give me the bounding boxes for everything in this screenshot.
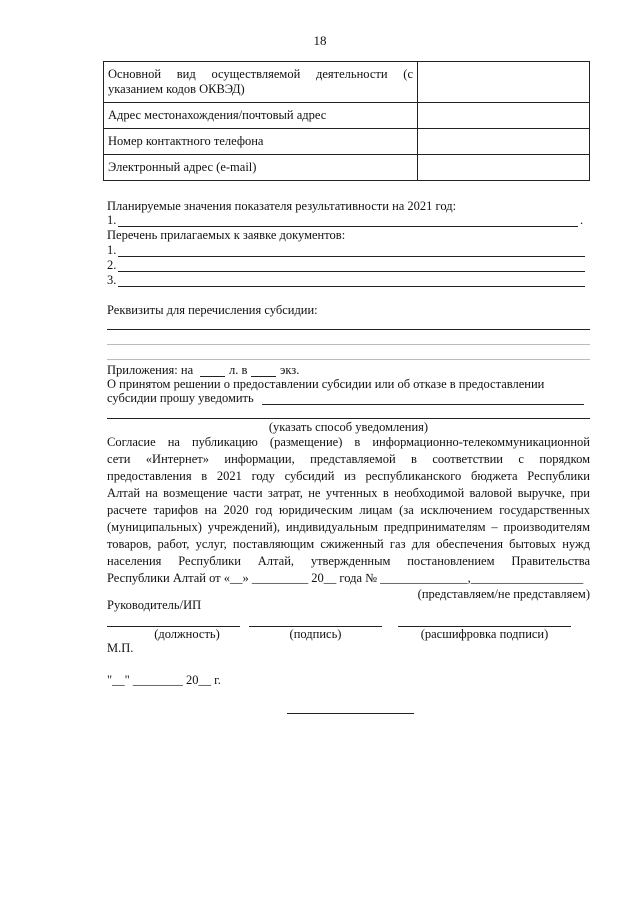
requisites-line[interactable] — [107, 344, 590, 345]
activity-value-cell[interactable] — [418, 62, 590, 103]
consent-last-line: Республики Алтай от «__» _________ 20__ года № ______________,__________________ — [107, 571, 584, 585]
email-label: Электронный адрес (e-mail) — [104, 155, 418, 181]
table-row — [104, 129, 590, 155]
table-row — [104, 103, 590, 129]
notify-line-2: субсидии прошу уведомить — [107, 391, 254, 405]
email-value-cell[interactable] — [418, 155, 590, 181]
doc-item-line[interactable] — [118, 286, 585, 287]
consent-line: Согласие на публикацию (размещение) в информационно-телекоммуникационной — [107, 435, 590, 449]
notify-line-1: О принятом решении о предоставлении субсидии или об отказе в предоставлении — [107, 377, 545, 391]
planned-item-end: . — [580, 213, 584, 227]
consent-line: товаров, работ, услуг, поставляющим сжиженный газ для обеспечения бытовых нужд — [107, 537, 590, 551]
sign-caption: (подпись) — [289, 627, 342, 641]
table-row — [104, 62, 590, 103]
planned-item-line[interactable] — [118, 226, 578, 227]
applicant-info-table — [103, 61, 590, 181]
bottom-divider — [287, 713, 414, 714]
doc-item-number: 3. — [107, 273, 117, 287]
consent-line: населения Республики Алтай, утвержденным постановлением Правительства — [107, 554, 590, 568]
requisites-line[interactable] — [107, 359, 590, 360]
stamp-label: М.П. — [107, 641, 134, 655]
doc-item-number: 1. — [107, 243, 117, 257]
consent-line: (муниципальных) учреждений), индивидуальным предпринимателям – производителям — [107, 520, 590, 534]
consent-line: расчете тарифов на 2020 год юридическим лицам (за исключением государственных — [107, 503, 590, 517]
address-label: Адрес местонахождения/почтовый адрес — [104, 103, 418, 129]
position-caption: (должность) — [154, 627, 220, 641]
address-value-cell[interactable] — [418, 103, 590, 129]
consent-line: Алтай на возмещение части затрат, не учтенных в необходимой валовой выручке, при — [107, 486, 590, 500]
table-cell-label — [104, 62, 418, 103]
attachments-text-3: экз. — [280, 363, 300, 377]
activity-label-line1: Основной вид осуществляемой деятельности (с — [108, 67, 413, 81]
doc-item-line[interactable] — [118, 271, 585, 272]
consent-line: предоставления в 2021 году субсидий из республиканского бюджета Республики — [107, 469, 590, 483]
notify-blank[interactable] — [262, 404, 584, 405]
notify-caption: (указать способ уведомления) — [268, 420, 429, 434]
requisites-line[interactable] — [107, 329, 590, 330]
sign-head: Руководитель/ИП — [107, 598, 202, 612]
planned-item-number: 1. — [107, 213, 117, 227]
page-number: 18 — [313, 33, 327, 48]
doc-item-line[interactable] — [118, 256, 585, 257]
attachments-text-2: л. в — [229, 363, 248, 377]
planned-heading: Планируемые значения показателя результативности на 2021 год: — [107, 199, 457, 213]
consent-option: (представляем/не представляем) — [417, 587, 590, 601]
notify-method-line[interactable] — [107, 418, 590, 419]
sign-date: "__" ________ 20__ г. — [107, 673, 221, 687]
doc-item-number: 2. — [107, 258, 117, 272]
phone-label: Номер контактного телефона — [104, 129, 418, 155]
requisites-heading: Реквизиты для перечисления субсидии: — [107, 303, 318, 317]
phone-value-cell[interactable] — [418, 129, 590, 155]
table-row — [104, 155, 590, 181]
activity-label-line2: указанием кодов ОКВЭД) — [108, 82, 245, 96]
decode-caption: (расшифровка подписи) — [420, 627, 549, 641]
docs-heading: Перечень прилагаемых к заявке документов: — [107, 228, 346, 242]
attachments-text-1: Приложения: на — [107, 363, 194, 377]
consent-line: сети «Интернет» информации, представляемой в соответствии с порядком — [107, 452, 590, 466]
